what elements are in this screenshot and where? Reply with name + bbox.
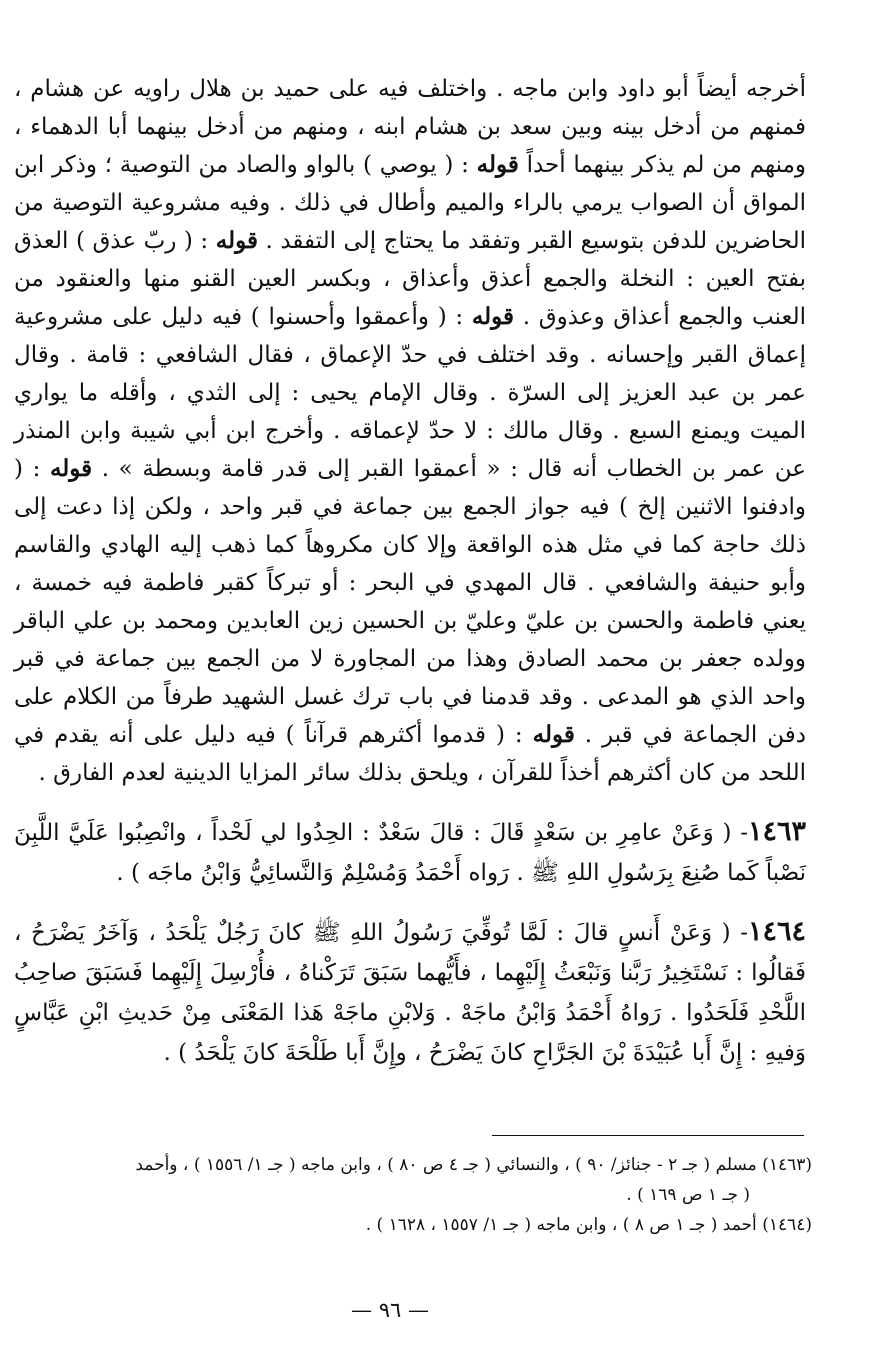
commentary-segment: : ( ربّ عذق ) العذق بفتح العين : النخلة والجمع أعذق وأعذاق ، وبكسر العين القنو منها والعنقود من العنب والجمع أعذاق وعذوق . bbox=[14, 228, 807, 330]
keyword-qawluhu: قوله bbox=[215, 227, 258, 254]
commentary-prefix: أخرجه أيضاً أبو داود وابن ماجه . واختلف فيه على حميد بن هلال راويه عن هشام ، فمنهم من أدخل بينه وبين سعد بن هشام ابنه ، ومنهم من أدخل بينهما أبا الدهماء ، ومنهم من لم يذكر بينهما أحداً bbox=[14, 76, 806, 178]
hadith-block bbox=[14, 912, 806, 1073]
commentary-segment: : ( يوصي ) بالواو والصاد من التوصية ؛ وذكر ابن المواق أن الصواب يرمي بالراء والميم وأطال في ذلك . وفيه مشروعية التوصية من الحاضرين للدفن بتوسيع القبر وتفقد ما يحتاج إلى التفقد . bbox=[14, 152, 807, 254]
hadith-block bbox=[14, 812, 806, 893]
commentary-paragraph bbox=[14, 70, 806, 792]
commentary-text bbox=[14, 70, 806, 792]
keyword-qawluhu: قوله bbox=[471, 303, 515, 330]
footnote-line: (١٤٦٣) مسلم ( جـ ٢ - جنائز/ ٩٠ ) ، والنسائي ( جـ ٤ ص ٨٠ ) ، وابن ماجه ( جـ ١/ ١٥٥٦ ) ، وأحمد bbox=[135, 1155, 812, 1175]
page-number: — ٩٦ — bbox=[351, 1298, 429, 1322]
hadith-paragraph bbox=[14, 812, 806, 893]
hadith-paragraph bbox=[14, 912, 806, 1073]
commentary-segment: : ( قدموا أكثرهم قرآناً ) فيه دليل على أنه يقدم في اللحد من كان أكثرهم أخذاً للقرآن ، ويلحق بذلك سائر المزايا الدينية لعدم الفارق . bbox=[14, 722, 806, 786]
footnote-line: (١٤٦٤) أحمد ( جـ ١ ص ٨ ) ، وابن ماجه ( جـ ١/ ١٥٥٧ ، ١٦٢٨ ) . bbox=[365, 1215, 812, 1235]
keyword-qawluhu: قوله bbox=[476, 151, 519, 178]
hadith-text: - ( وَعَنْ عامِرِ بن سَعْدٍ قَالَ : قالَ سَعْدٌ : الحِدُوا لي لَحْداً ، وانْصِبُوا عَلَيَّ اللَّبِنَ نَصْباً كَما صُنِعَ بِرَسُولِ اللهِ ﷺ . رَواه أَحْمَدُ وَمُسْلِمٌ وَالنَّسائِيُّ وَابْنُ ماجَه ) . bbox=[14, 820, 806, 886]
keyword-qawluhu: قوله bbox=[532, 721, 575, 748]
keyword-qawluhu: قوله bbox=[49, 455, 93, 482]
hadith-number: ١٤٦٤ bbox=[747, 916, 806, 947]
hadith-number: ١٤٦٣ bbox=[747, 816, 806, 847]
hadith-text: - ( وَعَنْ أَنسٍ قالَ : لَمَّا تُوفِّيَ رَسُولُ اللهِ ﷺ كانَ رَجُلٌ يَلْحَدُ ، وَآخَرُ يَضْرَحُ ، فَقالُوا : نَسْتَخِيرُ رَبَّنا وَنَبْعَثُ إِلَيْهِما ، فأَيُّهما سَبَقَ تَرَكْناهُ ، فأُرْسِلَ إِلَيْهِما فَسَبَقَ صاحِبُ اللَّحْدِ فَلَحَدُوا . رَواهُ أَحْمَدُ وَابْنُ ماجَهْ . وَلابْنِ ماجَهْ هَذا المَعْنَى مِنْ حَديثِ ابْنِ عَبَّاسٍ وَفيهِ : إِنَّ أَبا عُبَيْدَةَ بْنَ الجَرَّاحِ كانَ يَضْرَحُ ، وإِنَّ أَبا طَلْحَةَ كانَ يَلْحَدُ ) . bbox=[14, 920, 806, 1066]
footnote-line: ( جـ ١ ص ١٦٩ ) . bbox=[626, 1185, 750, 1205]
commentary-segment: : ( وأعمقوا وأحسنوا ) فيه دليل على مشروعية إعماق القبر وإحسانه . وقد اختلف في حدّ الإعماق ، فقال الشافعي : قامة . وقال عمر بن عبد العزيز إلى السرّة . وقال الإمام يحيى : إلى الثدي ، وأقله ما يواري الميت ويمنع السبع . وقال مالك : لا حدّ لإعماقه . وأخرج ابن أبي شيبة وابن المنذر عن عمر بن الخطاب أنه قال : « أعمقوا القبر إلى قدر قامة وبسطة » . bbox=[14, 304, 807, 482]
commentary-segment: : ( وادفنوا الاثنين إلخ ) فيه جواز الجمع بين جماعة في قبر واحد ، ولكن إذا دعت إلى ذلك حاجة كما في مثل هذه الواقعة وإلا كان مكروهاً كما ذهب إليه الهادي والقاسم وأبو حنيفة والشافعي . قال المهدي في البحر : أو تبركاً كقبر فاطمة فيه خمسة ، يعني فاطمة والحسن بن عليّ وعليّ بن الحسين زين العابدين ومحمد بن علي الباقر وولده جعفر بن محمد الصادق وهذا من المجاورة لا من الجمع بين جماعة في قبر واحد الذي هو المدعى . وقد قدمنا في باب ترك غسل الشهيد طرفاً من الكلام على دفن الجماعة في قبر . bbox=[14, 456, 807, 748]
footnote-divider bbox=[492, 1135, 804, 1136]
footnotes bbox=[14, 1150, 812, 1240]
